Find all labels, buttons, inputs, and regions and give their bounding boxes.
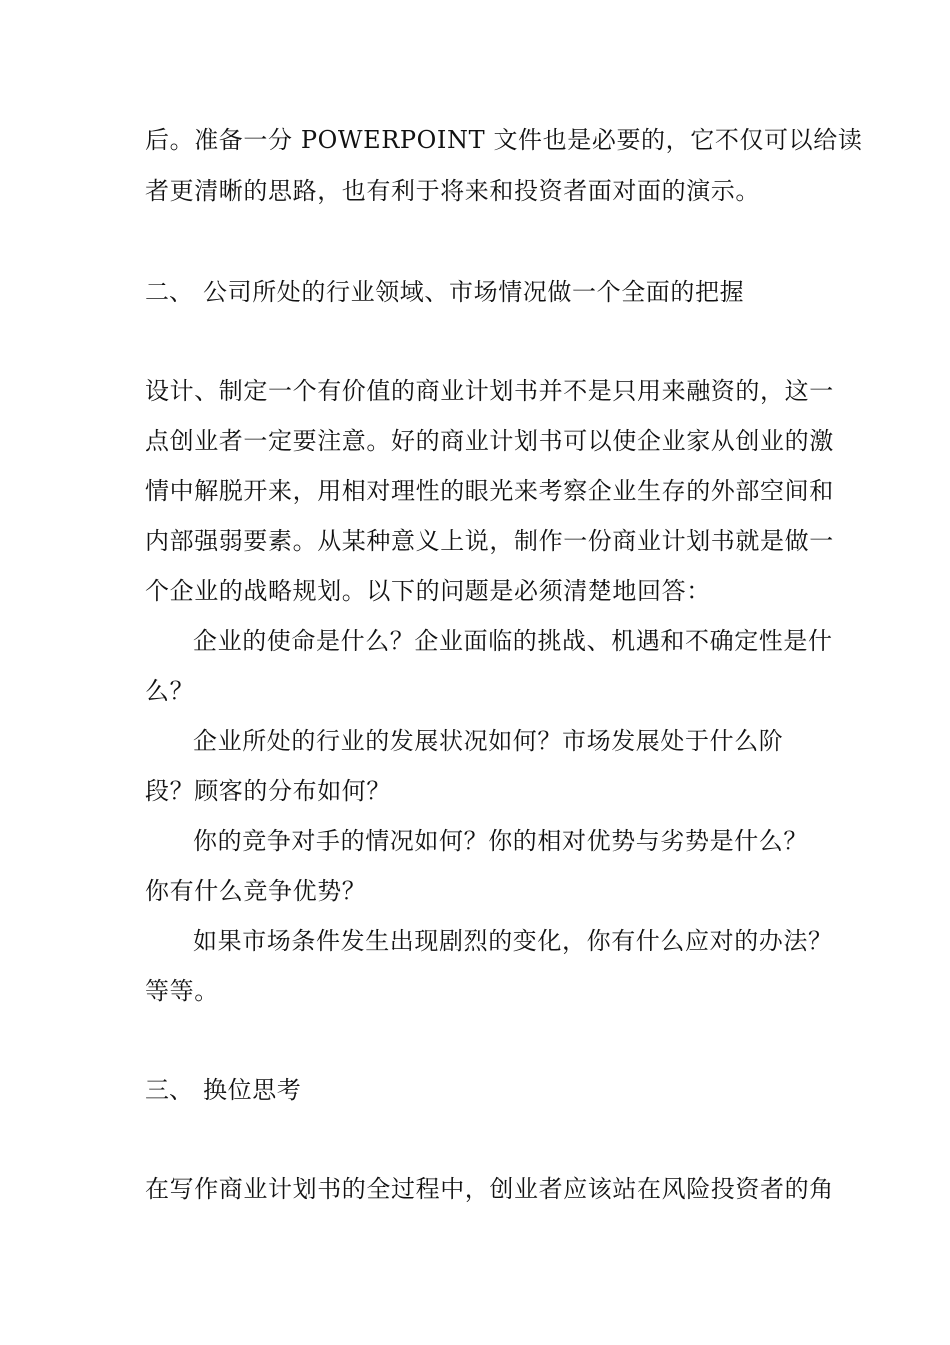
question-line: 你的竞争对手的情况如何？你的相对优势与劣势是什么？ xyxy=(193,827,808,855)
paragraph-line: 在写作商业计划书的全过程中，创业者应该站在风险投资者的角 xyxy=(145,1175,834,1203)
paragraph-line: 个企业的战略规划。以下的问题是必须清楚地回答： xyxy=(145,577,711,605)
question-line: 你有什么竞争优势？ xyxy=(145,877,367,905)
paragraph-line: 内部强弱要素。从某种意义上说，制作一份商业计划书就是做一 xyxy=(145,527,834,555)
section-number: 三、 xyxy=(145,1076,193,1104)
paragraph-line: 后。准备一分 POWERPOINT 文件也是必要的，它不仅可以给读 xyxy=(145,126,863,154)
paragraph-line: 设计、制定一个有价值的商业计划书并不是只用来融资的，这一 xyxy=(145,377,834,405)
paragraph-line: 者更清晰的思路，也有利于将来和投资者面对面的演示。 xyxy=(145,177,760,205)
question-line: 么？ xyxy=(145,677,195,705)
paragraph-line: 点创业者一定要注意。好的商业计划书可以使企业家从创业的激 xyxy=(145,427,834,455)
section-title: 换位思考 xyxy=(203,1076,302,1104)
section-title: 公司所处的行业领域、市场情况做一个全面的把握 xyxy=(203,278,745,306)
question-line: 企业所处的行业的发展状况如何？市场发展处于什么阶 xyxy=(193,727,784,755)
paragraph-line: 情中解脱开来，用相对理性的眼光来考察企业生存的外部空间和 xyxy=(145,477,834,505)
question-line: 段？顾客的分布如何？ xyxy=(145,777,391,805)
question-line: 如果市场条件发生出现剧烈的变化，你有什么应对的办法？ xyxy=(193,927,833,955)
question-line: 企业的使命是什么？企业面临的挑战、机遇和不确定性是什 xyxy=(193,627,833,655)
section-number: 二、 xyxy=(145,278,193,306)
question-line: 等等。 xyxy=(145,977,219,1005)
